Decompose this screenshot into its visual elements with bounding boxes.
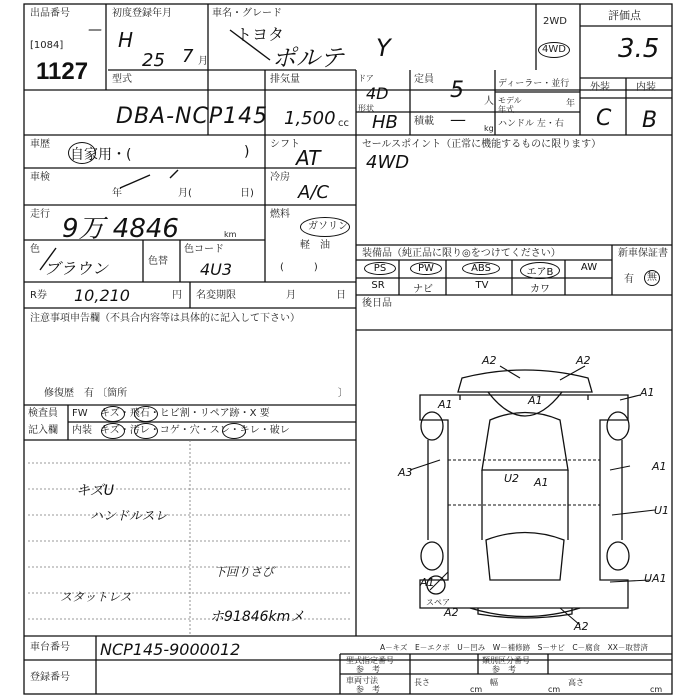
mark-rear-fender-right: UA1 [644,572,667,585]
fuel-light-oil: 軽 油 [300,240,330,251]
interior-grade: B [642,108,658,133]
color-change-label: 色替 [148,256,168,267]
category-label: 類別区分番号 [482,656,530,665]
deadline-day: 日 [336,290,346,301]
shape-value: HB [372,112,398,133]
interior-label: 内装 [636,82,656,93]
height-label: 高さ [568,678,584,687]
remark-line-4: スタットレス [60,590,132,604]
mark-front-left: A2 [482,354,497,367]
warranty-label: 新車保証書 [618,248,668,259]
equip-ps: PS [364,262,396,275]
remark-line-5: ホ91846kmメ [210,609,305,625]
fuel-label: 燃料 [270,209,290,220]
inspection-month: 月( [178,188,192,199]
type-designation-sub: 参 考 [356,665,380,674]
deadline-month: 月 [286,290,296,301]
equip-airbag: エアB [520,262,560,279]
history-close: ) [244,144,250,160]
shift-label: シフト [270,139,300,150]
color-code-value: 4U3 [200,260,233,279]
mark-rear-bumper-right: A2 [574,620,589,633]
width-cm: cm [548,685,561,694]
remark-line-3: 下回りさび [214,565,275,579]
recycle-value: 10,210 [74,286,130,305]
repair-close: 〕 [338,388,348,399]
color-label: 色 [30,244,40,255]
mark-hood: A1 [528,394,543,407]
length-cm: cm [470,685,483,694]
mark-right-rear-door: U1 [654,504,670,517]
after-label: 後日品 [362,298,392,309]
rating-value: 3.5 [618,34,660,64]
width-label: 幅 [490,678,498,687]
length-label: 長さ [414,678,430,687]
aircon-label: 冷房 [270,172,290,183]
drive-2wd: 2WD [543,16,567,27]
inspector-interior-label: 内装 [72,425,92,436]
displacement-unit: cc [338,118,349,129]
mark-rear-left: A1 [420,576,435,589]
aircon-value: A/C [298,182,329,203]
inspection-label: 車検 [30,172,50,183]
handle-label: ハンドル 左・右 [498,119,564,129]
inspector-label-2: 記入欄 [28,425,58,436]
equipment-label: 装備品（純正品に限り◎をつけてください） [362,248,561,259]
equip-leather: カワ [530,284,550,295]
deadline-label: 名変期限 [196,290,236,301]
mark-roof-a1: A1 [534,476,549,489]
mark-rear-bumper-left: A2 [444,606,459,619]
int-yogore-circle [134,423,158,439]
capacity-label: 定員 [414,74,434,85]
exterior-grade: C [596,106,612,131]
equip-aw: AW [580,262,598,273]
fuel-paren: ( ) [280,262,318,273]
inspector-label-1: 検査員 [28,408,58,419]
mark-front-fender-left: A1 [438,398,453,411]
first-reg-label: 初度登録年月 [112,8,172,19]
mileage-label: 走行 [30,209,50,220]
equip-sr: SR [371,280,385,291]
int-kizu-circle [101,423,125,439]
model-label: 型式 [112,74,132,85]
dealer-label: ディーラー・並行 [498,79,570,89]
recycle-unit: 円 [172,290,182,301]
lot-label: 出品番号 [30,8,70,19]
reg-label: 登録番号 [30,672,70,683]
color-value: ブラウン [44,259,109,278]
int-sure-circle [222,423,246,439]
car-name-label: 車名・グレード [212,8,282,19]
displacement-label: 排気量 [270,74,300,85]
spare-label: スペア [426,598,450,607]
notes-label: 注意事項申告欄（不具合内容等は具体的に記入して下さい） [30,313,300,324]
first-reg-month-unit: 月 [198,56,208,67]
equip-pw: PW [410,262,442,275]
exterior-label: 外装 [590,82,610,93]
mark-right-door: A1 [652,460,667,473]
doors-value: 4D [366,84,389,103]
first-reg-month: 7 [182,46,194,67]
sales-label: セールスポイント（正常に機能するものに限ります） [362,139,602,150]
equip-tv: TV [475,280,489,291]
color-code-label: 色コード [184,244,224,255]
mark-front-fender-right: A1 [640,386,655,399]
model-year-label: モデル年式 [498,96,522,114]
mileage-value: 9万 4846 [62,214,179,244]
inspection-day: 日) [240,188,254,199]
fuel-gasoline: ガソリン [308,221,348,232]
displacement-value: 1,500 [284,108,336,129]
shift-value: AT [296,146,321,170]
grade-handwritten: Y [376,34,391,62]
model-value: DBA-NCP145 [116,104,269,129]
doors-label: ドア [358,74,374,83]
load-value: — [450,110,466,129]
category-sub: 参 考 [492,665,516,674]
shape-label: 形状 [358,104,374,113]
lot-code: [1084] [30,40,64,51]
capacity-unit: 人 [484,96,494,107]
height-cm: cm [650,685,663,694]
car-name-printed: トヨタ [236,25,285,44]
rating-label: 評価点 [608,9,641,22]
dims-sub: 参 考 [356,685,380,694]
type-designation-label: 型式指定番号 [346,656,394,665]
warranty-no-circled: 無 [644,270,660,286]
repair-label: 修復歴 有 〔箇所 [44,388,128,399]
load-unit: kg [484,124,494,133]
equip-abs: ABS [462,262,500,275]
mark-left-door: A3 [398,466,413,479]
sales-value: 4WD [366,152,410,173]
fw-label: FW [72,408,88,419]
first-reg-year: 25 [142,50,165,71]
inspection-year: 年 [112,188,122,199]
remark-line-2: ハンドルスレ [90,509,168,524]
history-value: 自家用・( [70,147,132,163]
load-label: 積載 [414,116,434,127]
mark-front-right: A2 [576,354,591,367]
warranty-yes: 有 [624,274,634,285]
fw-tobiishi-circle [134,406,158,422]
drive-4wd-circled: 4WD [538,42,570,58]
fw-items: キズ・飛石・ヒビ割・リペア跡・X 要 [100,408,270,419]
lot-number: 1127 [36,58,89,85]
interior-items: キズ・汚レ・コゲ・穴・スレ・キレ・破レ [100,425,290,436]
chassis-label: 車台番号 [30,642,70,653]
fw-kizu-circle [101,406,125,422]
first-reg-era: H [118,28,134,52]
capacity-value: 5 [450,78,464,103]
remark-line-1: キズU [76,483,114,499]
mileage-unit: km [224,230,237,239]
mark-roof-u2: U2 [504,472,520,485]
chassis-value: NCP145-9000012 [100,640,241,659]
car-name-handwritten: ポルテ [272,44,344,72]
equip-navi: ナビ [413,284,433,295]
lot-dash: — [88,22,102,38]
history-label: 車歴 [30,139,50,150]
damage-legend: A－キズ E－エクボ U－凹み W－補修跡 S－サビ C－腐食 XX－取替済 [380,643,648,652]
model-year-unit: 年 [566,99,576,109]
dims-label: 車両寸法 [346,676,378,685]
recycle-label: R券 [30,290,47,301]
